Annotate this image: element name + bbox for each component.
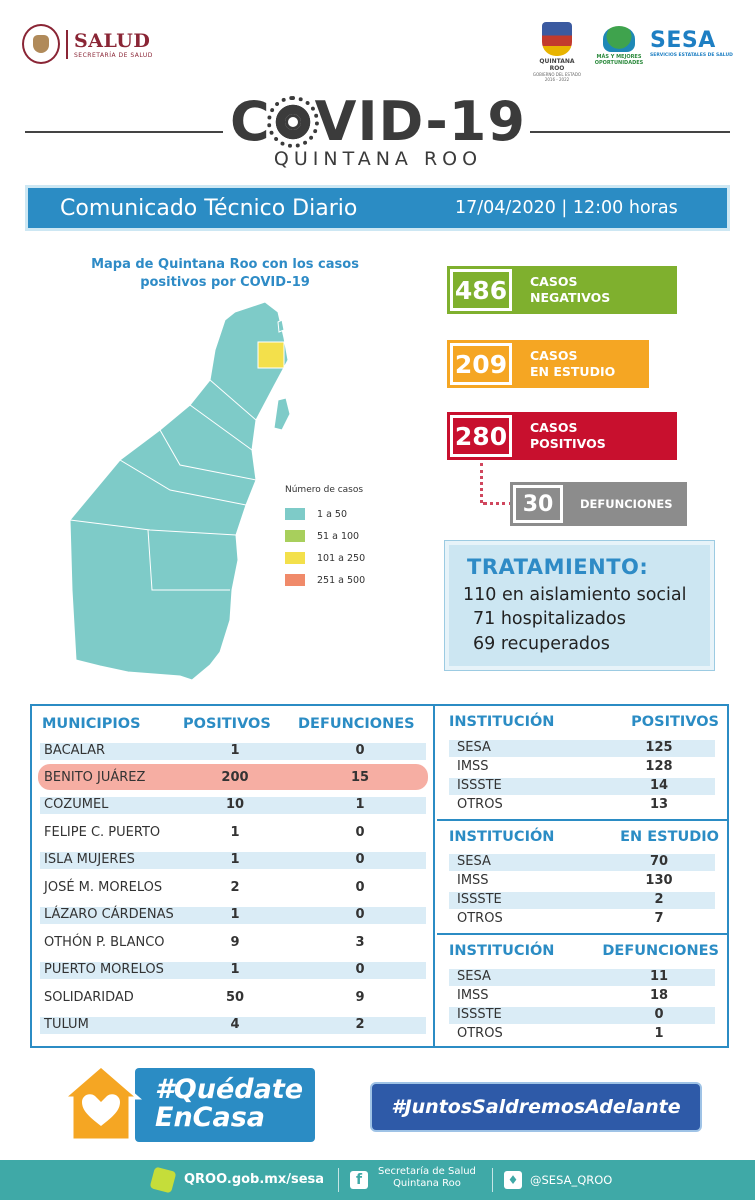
table-header: MUNICIPIOS POSITIVOS DEFUNCIONES — [42, 716, 415, 732]
defunciones-value: 30 — [513, 485, 563, 523]
sesa-subtitle: SERVICIOS ESTATALES DE SALUD — [650, 53, 733, 58]
map-region-isla-mujeres — [278, 320, 284, 332]
institucion-positivos-table: INSTITUCIÓN POSITIVOS SESA 125 IMSS 128 ISSSTE 14 OTROS 13 — [449, 714, 719, 812]
salud-logo — [22, 24, 153, 64]
institucion-estudio-table: INSTITUCIÓN EN ESTUDIO SESA 70 IMSS 130 ISSSTE 2 OTROS 7 — [449, 829, 719, 926]
divider — [25, 131, 223, 133]
table-row: OTHÓN P. BLANCO 9 3 — [44, 935, 365, 950]
quintana-roo-shield-icon — [542, 22, 572, 56]
legend-swatch — [285, 574, 305, 586]
table-row: LÁZARO CÁRDENAS 1 0 — [40, 907, 426, 924]
tratamiento-line: 110 en aislamiento social — [463, 585, 687, 605]
quintana-roo-logo — [532, 22, 582, 82]
banner-date: 17/04/2020 | 12:00 horas — [455, 198, 678, 218]
house-heart-icon — [60, 1062, 142, 1144]
table-row: TULUM 4 2 — [40, 1017, 426, 1034]
map-region-main — [70, 302, 288, 680]
defunciones-label: DEFUNCIONES — [580, 497, 673, 511]
map-legend — [285, 485, 405, 591]
municipios-table — [32, 706, 435, 1046]
divider — [530, 131, 730, 133]
divider — [492, 1168, 493, 1192]
legend-title: Número de casos — [285, 485, 364, 495]
casos-negativos-box: 486 CASOS NEGATIVOS — [447, 266, 677, 314]
facebook-link[interactable]: Secretaría de Salud Quintana Roo — [378, 1166, 476, 1189]
legend-item: 51 a 100 — [285, 525, 405, 547]
covid-title: C VID-19 — [230, 90, 526, 153]
juntos-saldremos-adelante-badge: #JuntosSaldremosAdelante — [370, 1082, 702, 1132]
table-row: PUERTO MORELOS 1 0 — [40, 962, 426, 979]
tratamiento-title: TRATAMIENTO: — [467, 555, 649, 579]
website-icon — [150, 1167, 177, 1194]
twitter-link[interactable]: @SESA_QROO — [530, 1173, 613, 1187]
tree-icon — [603, 26, 635, 52]
quintana-roo-name: QUINTANA ROO — [539, 58, 575, 72]
legend-swatch — [285, 530, 305, 542]
sesa-logo — [650, 28, 736, 58]
table-row: ISLA MUJERES 1 0 — [40, 852, 426, 869]
map-title: Mapa de Quintana Roo con los casos positivos por COVID-19 — [91, 257, 359, 290]
legend-swatch — [285, 552, 305, 564]
legend-swatch — [285, 508, 305, 520]
defunciones-box — [510, 482, 687, 526]
table-row: JOSÉ M. MORELOS 2 0 — [44, 880, 365, 895]
table-row: IMSS 128 — [457, 759, 673, 774]
twitter-icon: ♦ — [504, 1171, 522, 1189]
salud-subtitle: SECRETARÍA DE SALUD — [74, 51, 153, 59]
casos-positivos-box: 280 CASOS POSITIVOS — [447, 412, 677, 460]
casos-positivos-value: 280 — [450, 415, 512, 457]
table-row: SESA 11 — [449, 969, 715, 986]
table-row: SESA 125 — [449, 740, 715, 757]
table-row: OTROS 7 — [457, 911, 664, 926]
tratamiento-panel — [445, 541, 714, 670]
covid-title-block — [0, 92, 755, 174]
table-row: IMSS 130 — [457, 873, 673, 888]
website-link[interactable]: QROO.gob.mx/sesa — [184, 1172, 325, 1187]
map-region-benito-juarez — [258, 342, 284, 368]
casos-estudio-value: 209 — [450, 343, 512, 385]
facebook-icon: f — [350, 1171, 368, 1189]
quintana-roo-sub: GOBIERNO DEL ESTADO 2016 - 2022 — [532, 72, 582, 82]
connector-line — [483, 502, 513, 505]
quedate-en-casa-badge: #Quédate EnCasa — [135, 1068, 315, 1142]
institucion-defunciones-table: INSTITUCIÓN DEFUNCIONES SESA 11 IMSS 18 ISSSTE 0 OTROS 1 — [449, 943, 719, 1041]
legend-item: 1 a 50 — [285, 503, 405, 525]
table-row: OTROS 13 — [457, 797, 669, 812]
quintana-roo-map — [60, 290, 290, 682]
legend-item: 101 a 250 — [285, 547, 405, 569]
salud-title: SALUD — [74, 29, 151, 52]
mmo-line1: MÁS Y MEJORES — [596, 54, 642, 60]
connector-line — [480, 463, 483, 503]
casos-negativos-value: 486 — [450, 269, 512, 311]
sesa-title: SESA — [650, 28, 716, 53]
table-row: SOLIDARIDAD 50 9 — [44, 990, 365, 1005]
table-row: BACALAR 1 0 — [40, 743, 426, 760]
virus-icon — [271, 100, 315, 144]
casos-estudio-box: 209 CASOS EN ESTUDIO — [447, 340, 649, 388]
footer — [0, 1160, 755, 1200]
table-row: OTROS 1 — [457, 1026, 664, 1041]
table-row: ISSSTE 2 — [449, 892, 715, 909]
table-row: SESA 70 — [449, 854, 715, 871]
banner-title: Comunicado Técnico Diario — [60, 195, 358, 221]
mas-mejores-oportunidades-logo — [593, 26, 645, 66]
table-row: IMSS 18 — [457, 988, 669, 1003]
table-row: ISSSTE 14 — [449, 778, 715, 795]
legend-item: 251 a 500 — [285, 569, 405, 591]
table-row: ISSSTE 0 — [449, 1007, 715, 1024]
table-row: FELIPE C. PUERTO 1 0 — [44, 825, 365, 840]
map-region-cozumel — [274, 398, 290, 430]
region-title: QUINTANA ROO — [273, 148, 483, 170]
table-row: BENITO JUÁREZ 200 15 — [44, 770, 370, 785]
divider — [338, 1168, 339, 1192]
tratamiento-line: 69 recuperados — [473, 634, 610, 654]
tratamiento-line: 71 hospitalizados — [473, 609, 626, 629]
header — [0, 0, 755, 90]
mmo-line2: OPORTUNIDADES — [594, 60, 644, 66]
mexico-emblem-icon — [22, 24, 60, 64]
table-row: COZUMEL 10 1 — [40, 797, 426, 814]
tables-panel — [30, 704, 729, 1048]
report-banner — [25, 185, 730, 231]
